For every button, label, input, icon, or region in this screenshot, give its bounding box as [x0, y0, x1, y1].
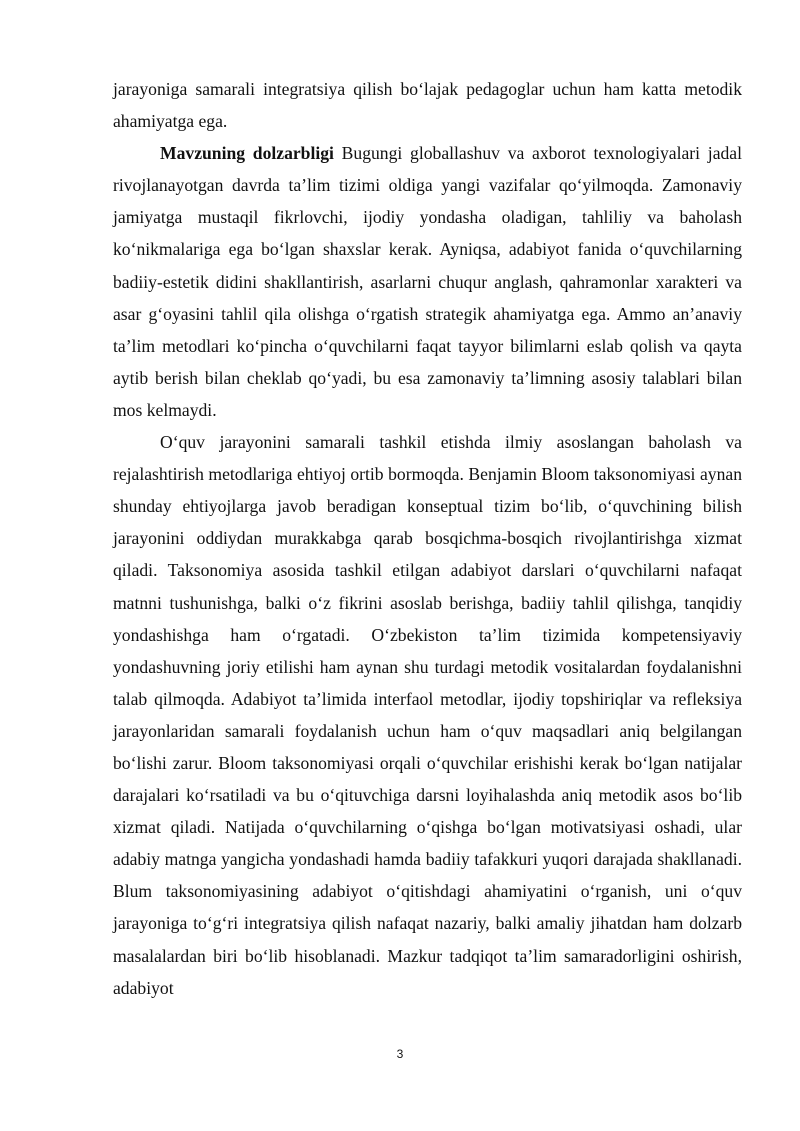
paragraph-relevance-body: Bugungi globallashuv va axborot texnologiyalari jadal rivojlanayotgan davrda ta’lim tizimi oldiga yangi vazifalar qo‘yilmoqda. Zamonaviy jamiyatga mustaqil fikrlovchi, ijodiy yondasha oladigan, tahliliy va baholash ko‘nikmalariga ega bo‘lgan shaxslar kerak. Ayniqsa, adabiyot fanida o‘quvchilarning badiiy-estetik didini shakllantirish, asarlarni chuqur anglash, qahramonlar xarakteri va asar g‘oyasini tahlil qila olishga o‘rgatish strategik ahamiyatga ega. Ammo an’anaviy ta’lim metodlari ko‘pincha o‘quvchilarni faqat tayyor bilimlarni eslab qolish va qayta aytib berish bilan cheklab qo‘yadi, bu esa zamonaviy ta’limning asosiy talablari bilan mos kelmaydi. — [113, 143, 742, 420]
body-text — [113, 73, 742, 1004]
paragraph-continuation: jarayoniga samarali integratsiya qilish bo‘lajak pedagoglar uchun ham katta metodik ahamiyatga ega. — [113, 79, 742, 132]
paragraph-bloom: O‘quv jarayonini samarali tashkil etishda ilmiy asoslangan baholash va rejalashtirish metodlariga ehtiyoj ortib bormoqda. Benjamin Bloom taksonomiyasi aynan shunday ehtiyojlarga javob beradigan konseptual tizim bo‘lib, o‘quvchining bilish jarayonini oddiydan murakkabga qarab bosqichma-bosqich rivojlantirishga xizmat qiladi. Taksonomiya asosida tashkil etilgan adabiyot darslari o‘quvchilarni nafaqat matnni tushunishga, balki o‘z fikrini asoslab berishga, badiiy tahlil qilishga, tanqidiy yondashishga ham o‘rgatadi. O‘zbekiston ta’lim tizimida kompetensiyaviy yondashuvning joriy etilishi ham aynan shu turdagi metodik vositalardan foydalanishni talab qilmoqda. Adabiyot ta’limida interfaol metodlar, ijodiy topshiriqlar va refleksiya jarayonlaridan samarali foydalanish uchun ham o‘quv maqsadlari aniq belgilangan bo‘lishi zarur. Bloom taksonomiyasi orqali o‘quvchilar erishishi kerak bo‘lgan natijalar darajalari ko‘rsatiladi va bu o‘qituvchiga darsni loyihalashda aniq metodik asos bo‘lib xizmat qiladi. Natijada o‘quvchilarning o‘qishga bo‘lgan motivatsiyasi oshadi, ular adabiy matnga yangicha yondashadi hamda badiiy tafakkuri yuqori darajada shakllanadi. Blum taksonomiyasining adabiyot o‘qitishdagi ahamiyatini o‘rganish, uni o‘quv jarayoniga to‘g‘ri integratsiya qilish nafaqat nazariy, balki amaliy jihatdan ham dolzarb masalalardan biri bo‘lib hisoblanadi. Mazkur tadqiqot ta’lim samaradorligini oshirish, adabiyot — [113, 432, 742, 998]
paragraph-relevance — [113, 137, 742, 426]
section-heading: Mavzuning dolzarbligi — [160, 143, 334, 164]
page-number: 3 — [396, 1047, 404, 1061]
